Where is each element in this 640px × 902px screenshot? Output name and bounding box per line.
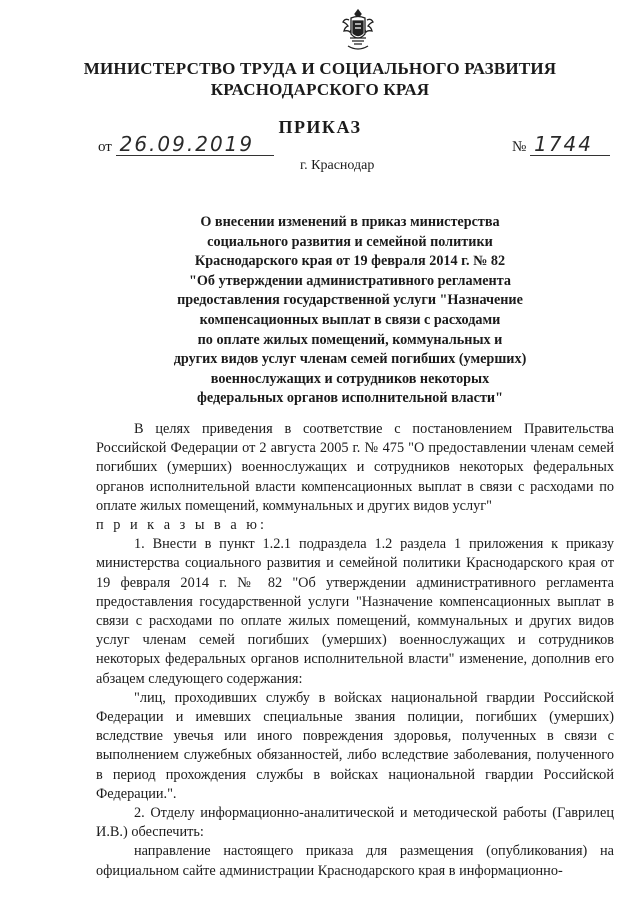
item-1-paragraph: 1. Внести в пункт 1.2.1 подраздела 1.2 раздела 1 приложения к приказу министерства социального развития и семейной политики Краснодарского края от 19 февраля 2014 г. № 82 "Об утверждении административного регламента предоставления государственной услуги "Назначение компенсационных выплат в связи с расходами по оплате жилых помещений, коммунальных и других видов услуг членам семей погибших (умерших) военнослужащих и сотрудников некоторых федеральных органов исполнительной власти" изменение, дополнив его абзацем следующего содержания: — [96, 536, 614, 687]
item-2-paragraph: 2. Отделу информационно-аналитической и методической работы (Гаврилец И.В.) обеспечить: — [96, 805, 614, 841]
order-subject — [160, 213, 540, 409]
subject-line: О внесении изменений в приказ министерства — [200, 214, 500, 230]
subject-line: военнослужащих и сотрудников некоторых — [210, 370, 490, 387]
subject-line: социального развития и семейной политики — [207, 233, 493, 250]
item-2-subparagraph: направление настоящего приказа для размещения (опубликования) на официальном сайте администрации Краснодарского края в информационно- — [96, 843, 614, 879]
subject-line: "Об утверждении административного регламента — [189, 272, 511, 289]
coat-of-arms-icon — [340, 8, 376, 52]
ministry-name — [0, 58, 640, 100]
order-title: ПРИКАЗ — [278, 117, 362, 137]
ministry-line-2: КРАСНОДАРСКОГО КРАЯ — [210, 80, 430, 99]
order-date — [98, 133, 274, 156]
subject-line: компенсационных выплат в связи с расходами — [199, 311, 501, 328]
ministry-line-1: МИНИСТЕРСТВО ТРУДА И СОЦИАЛЬНОГО РАЗВИТИЯ — [83, 59, 557, 78]
subject-line: других видов услуг членам семей погибших (умерших) — [173, 351, 527, 368]
order-word: п р и к а з ы в а ю: — [96, 517, 267, 534]
number-prefix: № — [512, 139, 527, 155]
order-body — [96, 420, 614, 881]
city: г. Краснодар — [300, 158, 375, 173]
preamble-paragraph: В целях приведения в соответствие с постановлением Правительства Российской Федерации от 2 августа 2005 г. № 475 "О предоставлении членам семей погибших (умерших) военнослужащих и сотрудников некоторых федеральных органов исполнительной власти компенсационных выплат в связи с расходами по оплате жилых помещений, коммунальных и других видов услуг" — [96, 421, 614, 514]
number-value: 1744 — [530, 133, 610, 156]
order-number — [512, 133, 610, 156]
date-prefix: от — [98, 139, 112, 155]
date-value: 26.09.2019 — [116, 133, 274, 156]
subject-line: по оплате жилых помещений, коммунальных и — [197, 331, 503, 348]
subject-line: федеральных органов исполнительной власти" — [197, 390, 503, 407]
subject-line: Краснодарского края от 19 февраля 2014 г. № 82 — [194, 253, 506, 270]
subject-line: предоставления государственной услуги "Назначение — [177, 292, 523, 309]
item-1-quote: "лиц, проходивших службу в войсках национальной гвардии Российской Федерации и имевших специальные звания полиции, погибших (умерших) вследствие увечья или иного повреждения здоровья, полученных в связи с выполнением служебных обязанностей, либо вследствие заболевания, полученного в период прохождения службы в войсках национальной гвардии Российской Федерации.". — [96, 689, 614, 802]
